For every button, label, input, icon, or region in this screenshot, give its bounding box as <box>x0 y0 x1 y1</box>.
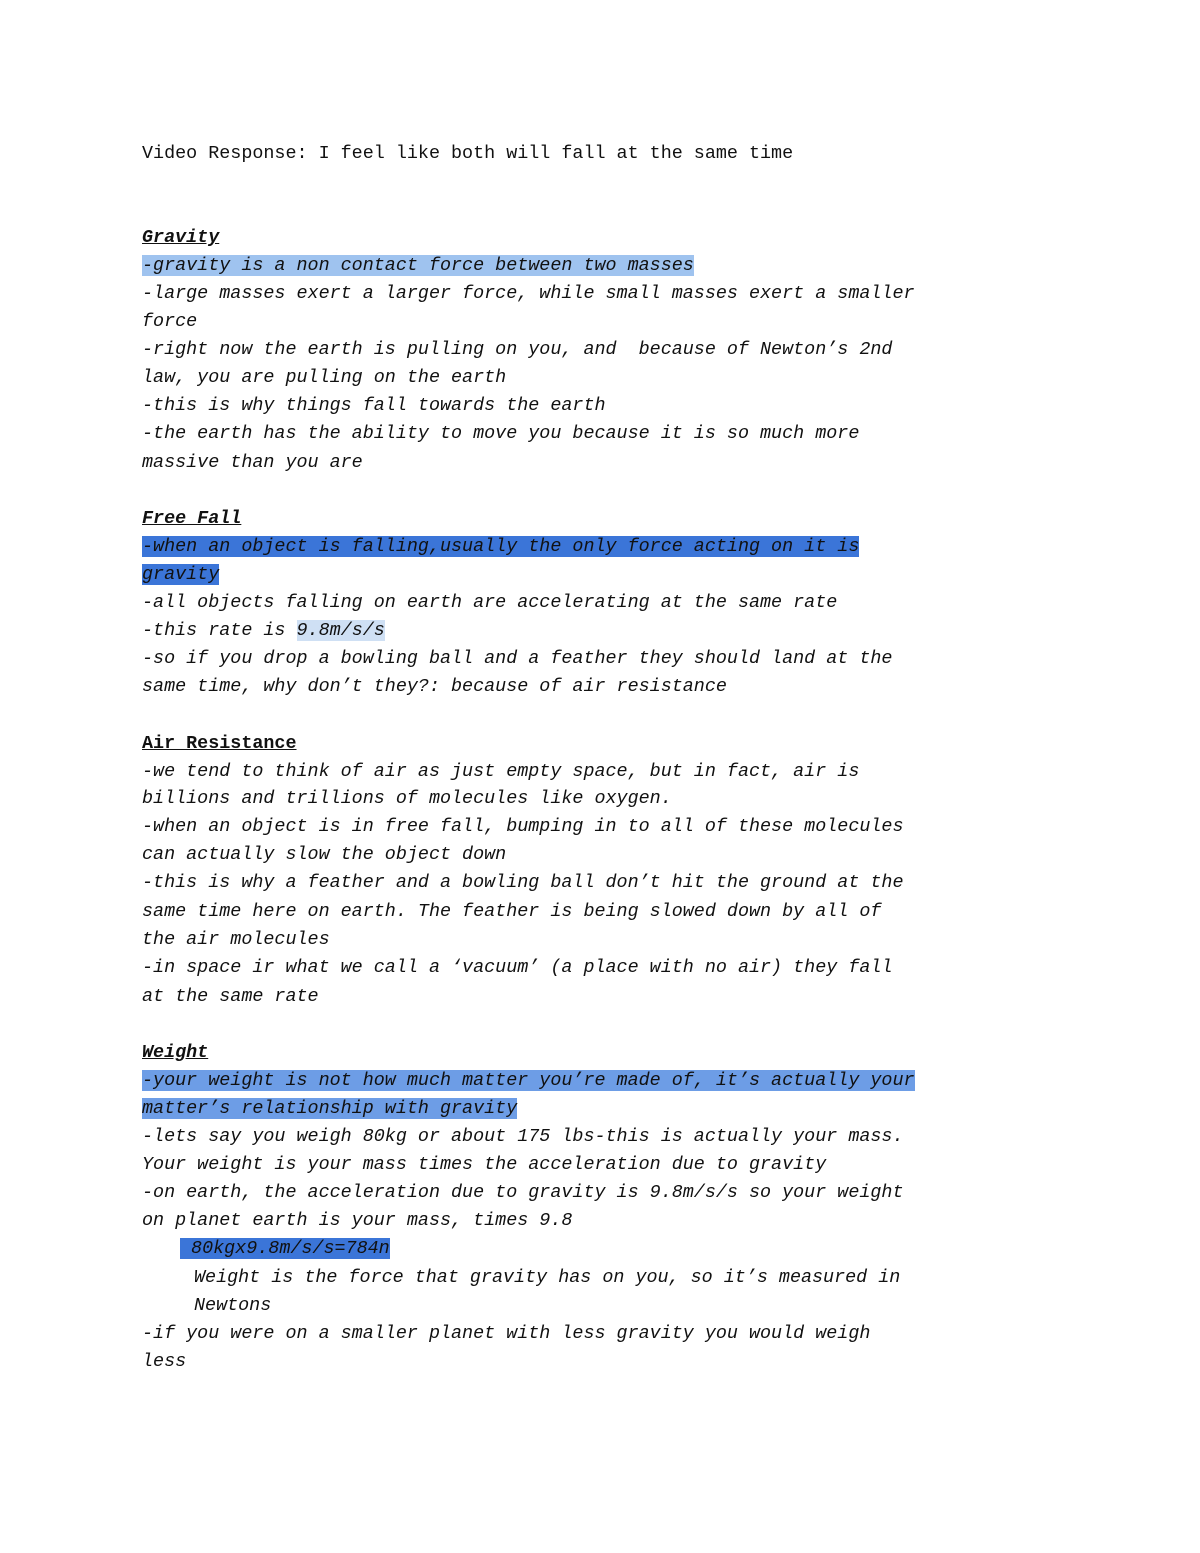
free-fall-line-5: -so if you drop a bowling ball and a feather they should land at the <box>142 648 893 669</box>
free-fall-line-6: same time, why don’t they?: because of air resistance <box>142 676 727 697</box>
weight-line-1 <box>142 1069 915 1093</box>
weight-line-2 <box>142 1097 517 1121</box>
gravity-line-3: force <box>142 311 198 332</box>
free-fall-heading: Free Fall <box>142 508 242 529</box>
weight-equation <box>180 1237 390 1261</box>
air-line-1: -we tend to think of air as just empty space, but in fact, air is <box>142 761 860 782</box>
free-fall-line-2 <box>142 563 219 587</box>
highlight: -gravity is a non contact force between two masses <box>142 255 694 276</box>
rate-value-highlight: 9.8m/s/s <box>296 620 385 641</box>
free-fall-line-4 <box>142 619 385 643</box>
free-fall-line-1 <box>142 535 859 559</box>
weight-line-9: Newtons <box>194 1295 272 1316</box>
gravity-line-8: massive than you are <box>142 452 363 473</box>
gravity-line-2: -large masses exert a larger force, while small masses exert a smaller <box>142 283 915 304</box>
equation-highlight: 80kgx9.8m/s/s=784n <box>180 1238 390 1259</box>
gravity-line-7: -the earth has the ability to move you because it is so much more <box>142 423 860 444</box>
air-line-9: at the same rate <box>142 986 319 1007</box>
gravity-line-5: law, you are pulling on the earth <box>142 367 507 388</box>
highlight: matter’s relationship with gravity <box>142 1098 518 1119</box>
gravity-line-1 <box>142 254 694 278</box>
weight-line-3: -lets say you weigh 80kg or about 175 lbs-this is actually your mass. <box>142 1126 904 1147</box>
highlight: gravity <box>142 564 220 585</box>
air-line-7: the air molecules <box>142 929 330 950</box>
air-line-3: -when an object is in free fall, bumping in to all of these molecules <box>142 816 904 837</box>
gravity-line-4: -right now the earth is pulling on you, and because of Newton’s 2nd <box>142 339 893 360</box>
air-line-5: -this is why a feather and a bowling ball don’t hit the ground at the <box>142 872 904 893</box>
air-line-4: can actually slow the object down <box>142 844 507 865</box>
air-line-8: -in space ir what we call a ‘vacuum’ (a place with no air) they fall <box>142 957 893 978</box>
air-line-2: billions and trillions of molecules like oxygen. <box>142 788 672 809</box>
gravity-line-6: -this is why things fall towards the earth <box>142 395 606 416</box>
weight-line-10: -if you were on a smaller planet with less gravity you would weigh <box>142 1323 871 1344</box>
air-line-6: same time here on earth. The feather is being slowed down by all of <box>142 901 882 922</box>
weight-line-5: -on earth, the acceleration due to gravity is 9.8m/s/s so your weight <box>142 1182 904 1203</box>
rate-label: -this rate is <box>142 620 297 641</box>
weight-line-6: on planet earth is your mass, times 9.8 <box>142 1210 573 1231</box>
video-response-line: Video Response: I feel like both will fall at the same time <box>142 143 794 164</box>
weight-heading: Weight <box>142 1042 209 1063</box>
weight-line-8: Weight is the force that gravity has on you, so it’s measured in <box>194 1267 901 1288</box>
weight-line-4: Your weight is your mass times the acceleration due to gravity <box>142 1154 827 1175</box>
gravity-heading: Gravity <box>142 227 220 248</box>
highlight: -when an object is falling,usually the only force acting on it is <box>142 536 860 557</box>
weight-line-11: less <box>142 1351 187 1372</box>
free-fall-line-3: -all objects falling on earth are accelerating at the same rate <box>142 592 838 613</box>
highlight: -your weight is not how much matter you’re made of, it’s actually your <box>142 1070 915 1091</box>
air-resistance-heading: Air Resistance <box>142 733 297 754</box>
